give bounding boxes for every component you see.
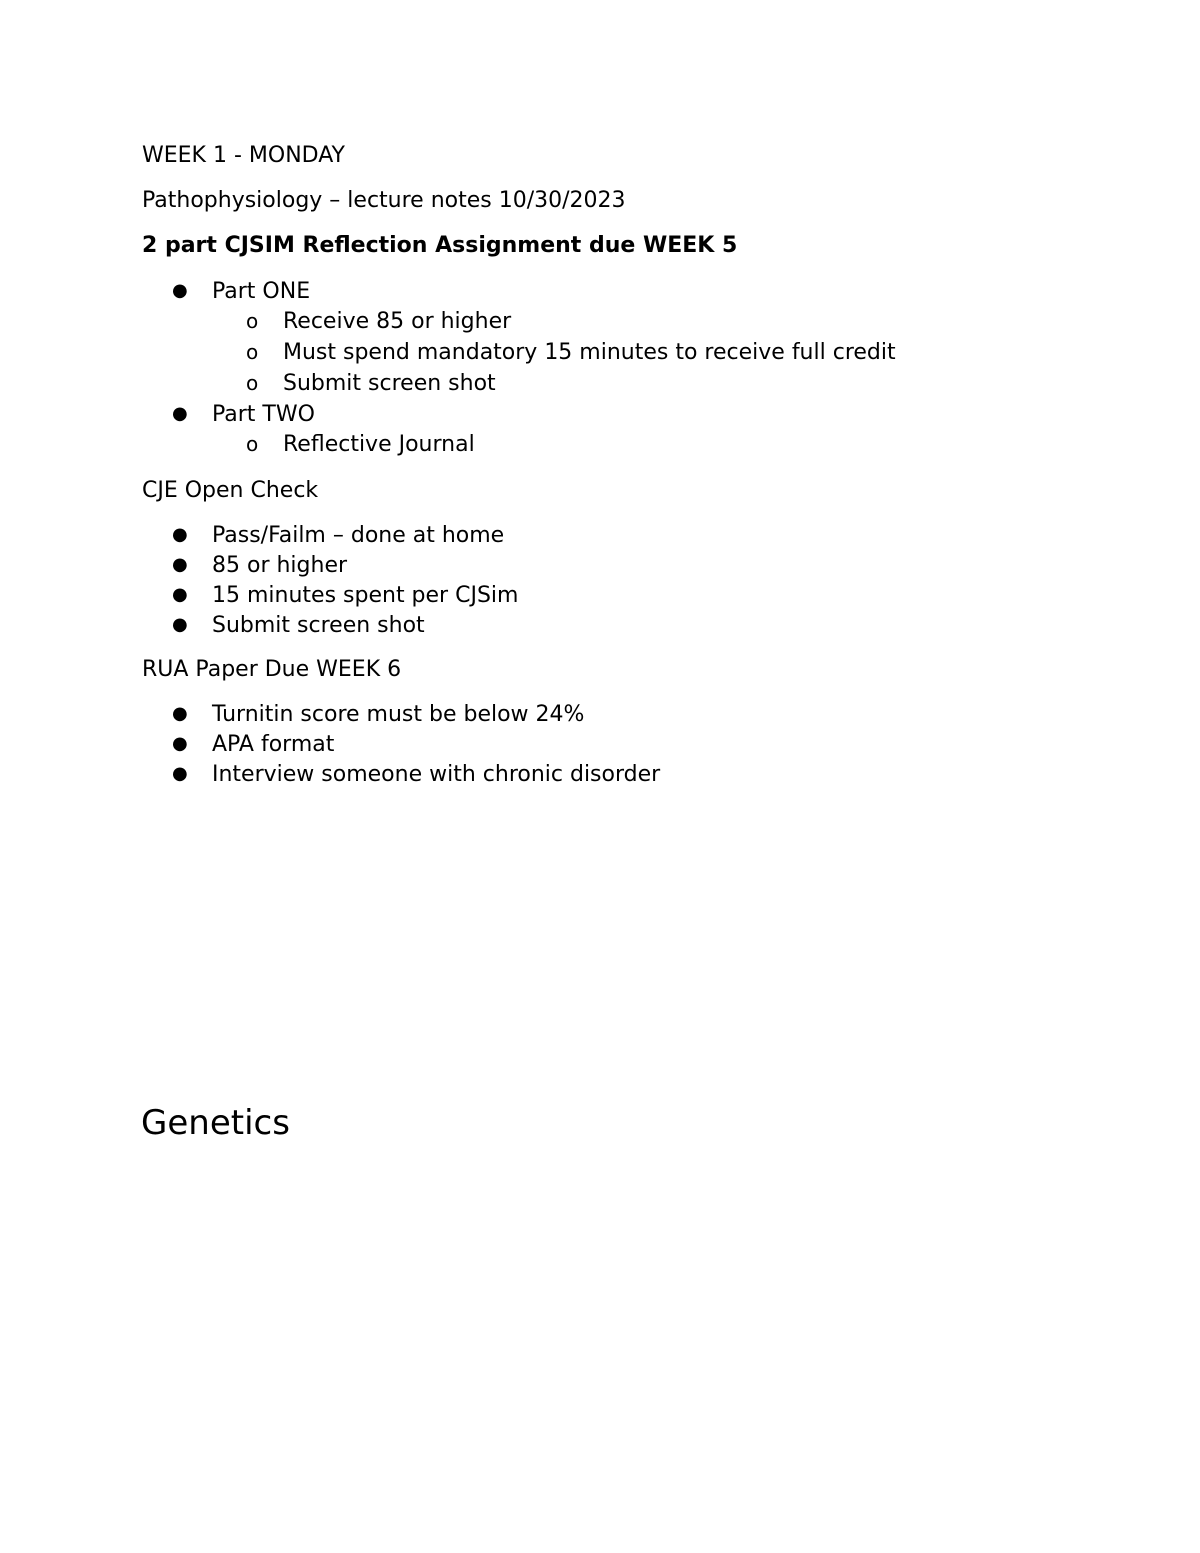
list-item-part-two [172, 404, 315, 426]
bullet-icon: ● [172, 733, 188, 754]
sub-list-item [246, 342, 896, 364]
list-item-label: 15 minutes spent per CJSim [212, 583, 519, 608]
list-item-label: APA format [212, 732, 335, 757]
list-item [172, 734, 334, 756]
rua-title: RUA Paper Due WEEK 6 [142, 657, 402, 682]
sub-bullet-icon: o [246, 371, 259, 395]
sub-list-item-label: Must spend mandatory 15 minutes to receive full credit [283, 340, 896, 365]
list-item-label: 85 or higher [212, 553, 348, 578]
list-item-label: Part ONE [212, 279, 311, 304]
list-item [172, 704, 584, 726]
list-item [172, 525, 504, 547]
bullet-icon: ● [172, 280, 188, 301]
bullet-icon: ● [172, 403, 188, 424]
section-heading-genetics: Genetics [141, 1103, 290, 1143]
week-header: WEEK 1 - MONDAY [142, 143, 345, 168]
list-item-label: Pass/Failm – done at home [212, 523, 505, 548]
list-item-label: Interview someone with chronic disorder [212, 762, 661, 787]
bullet-icon: ● [172, 554, 188, 575]
lecture-subtitle: Pathophysiology – lecture notes 10/30/2023 [142, 188, 626, 213]
sub-list-item [246, 373, 496, 395]
list-item [172, 555, 347, 577]
bullet-icon: ● [172, 584, 188, 605]
bullet-icon: ● [172, 614, 188, 635]
cje-title: CJE Open Check [142, 478, 319, 503]
bullet-icon: ● [172, 703, 188, 724]
assignment-title: 2 part CJSIM Reflection Assignment due WEEK 5 [142, 233, 738, 258]
sub-list-item-label: Receive 85 or higher [283, 309, 512, 334]
bullet-icon: ● [172, 524, 188, 545]
sub-bullet-icon: o [246, 309, 259, 333]
list-item-label: Part TWO [212, 402, 315, 427]
sub-list-item-label: Submit screen shot [283, 371, 496, 396]
sub-list-item [246, 434, 475, 456]
list-item [172, 764, 660, 786]
list-item-part-one [172, 281, 310, 303]
list-item-label: Turnitin score must be below 24% [212, 702, 585, 727]
sub-list-item [246, 311, 511, 333]
bullet-icon: ● [172, 763, 188, 784]
list-item-label: Submit screen shot [212, 613, 425, 638]
list-item [172, 615, 425, 637]
list-item [172, 585, 518, 607]
sub-bullet-icon: o [246, 432, 259, 456]
sub-bullet-icon: o [246, 340, 259, 364]
sub-list-item-label: Reflective Journal [283, 432, 475, 457]
